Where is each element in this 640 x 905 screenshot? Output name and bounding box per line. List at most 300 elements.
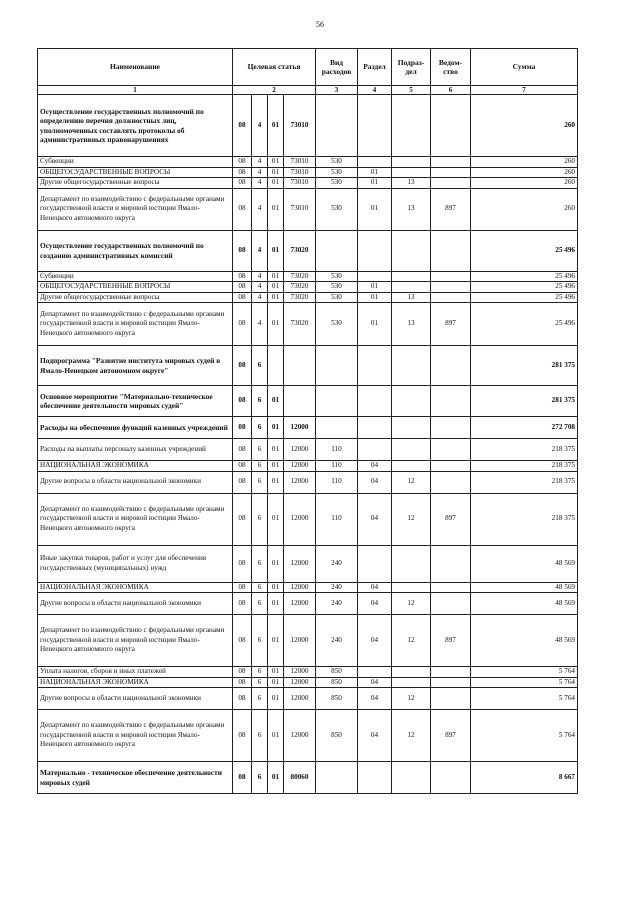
cell-subsection: 12 xyxy=(392,593,431,615)
cell-section: 01 xyxy=(358,282,392,293)
cell-activity: 01 xyxy=(268,282,284,293)
cell-activity: 01 xyxy=(268,439,284,461)
cell-subprogram: 6 xyxy=(252,615,268,667)
cell-subsection xyxy=(392,677,431,688)
cell-amount: 25 496 xyxy=(471,282,578,293)
cell-expense-type: 530 xyxy=(316,188,358,230)
cell-program: 08 xyxy=(233,303,252,346)
cell-activity: 01 xyxy=(268,271,284,282)
cell-direction: 73020 xyxy=(284,230,316,271)
cell-subprogram: 6 xyxy=(252,346,268,386)
cell-activity: 01 xyxy=(268,710,284,762)
cell-section: 04 xyxy=(358,677,392,688)
cell-subsection xyxy=(392,461,431,472)
cell-name: Субвенции xyxy=(38,271,233,282)
cell-expense-type: 850 xyxy=(316,677,358,688)
cell-expense-type: 530 xyxy=(316,167,358,178)
cell-name: Департамент по взаимодействию с федеральными органами государственной власти и мировой юстиции Ямало-Ненецкого автономного округа xyxy=(38,615,233,667)
cell-section: 04 xyxy=(358,471,392,493)
table-row xyxy=(38,677,578,688)
cell-section xyxy=(358,439,392,461)
cell-expense-type xyxy=(316,346,358,386)
cell-subsection xyxy=(392,167,431,178)
cell-expense-type: 850 xyxy=(316,710,358,762)
cell-name: Субвенции xyxy=(38,157,233,168)
cell-direction: 73020 xyxy=(284,271,316,282)
column-index: 2 xyxy=(233,86,316,95)
cell-direction: 73010 xyxy=(284,178,316,189)
cell-direction: 12000 xyxy=(284,493,316,545)
cell-department xyxy=(431,582,471,593)
cell-amount: 260 xyxy=(471,167,578,178)
cell-department xyxy=(431,386,471,417)
table-row xyxy=(38,710,578,762)
cell-expense-type: 530 xyxy=(316,282,358,293)
cell-program: 08 xyxy=(233,178,252,189)
cell-expense-type: 530 xyxy=(316,292,358,303)
cell-direction: 12000 xyxy=(284,593,316,615)
cell-subsection: 12 xyxy=(392,493,431,545)
cell-amount: 272 708 xyxy=(471,417,578,439)
cell-section: 01 xyxy=(358,292,392,303)
cell-direction xyxy=(284,346,316,386)
cell-program: 08 xyxy=(233,271,252,282)
cell-activity: 01 xyxy=(268,303,284,346)
cell-expense-type xyxy=(316,417,358,439)
cell-program: 08 xyxy=(233,545,252,582)
cell-subsection xyxy=(392,386,431,417)
cell-subsection xyxy=(392,282,431,293)
table-row xyxy=(38,157,578,168)
cell-subsection xyxy=(392,271,431,282)
cell-name: ОБЩЕГОСУДАРСТВЕННЫЕ ВОПРОСЫ xyxy=(38,167,233,178)
cell-subprogram: 4 xyxy=(252,178,268,189)
cell-activity: 01 xyxy=(268,386,284,417)
cell-subsection: 12 xyxy=(392,471,431,493)
cell-section xyxy=(358,157,392,168)
cell-program: 08 xyxy=(233,582,252,593)
cell-program: 08 xyxy=(233,95,252,157)
cell-subprogram: 6 xyxy=(252,386,268,417)
cell-activity: 01 xyxy=(268,493,284,545)
cell-subprogram: 4 xyxy=(252,230,268,271)
table-row xyxy=(38,303,578,346)
cell-section: 04 xyxy=(358,582,392,593)
header-target: Целевая статья xyxy=(233,49,316,86)
cell-subprogram: 6 xyxy=(252,582,268,593)
cell-direction: 73010 xyxy=(284,157,316,168)
cell-department xyxy=(431,688,471,710)
cell-subsection xyxy=(392,95,431,157)
cell-department: 897 xyxy=(431,710,471,762)
cell-subprogram: 6 xyxy=(252,417,268,439)
cell-name: Основное мероприятие "Материально-техническое обеспечение деятельности мировых судей" xyxy=(38,386,233,417)
cell-name: Расходы на выплаты персоналу казенных учреждений xyxy=(38,439,233,461)
cell-section xyxy=(358,271,392,282)
cell-name: Департамент по взаимодействию с федеральными органами государственной власти и мировой юстиции Ямало-Ненецкого автономного округа xyxy=(38,493,233,545)
cell-subprogram: 4 xyxy=(252,95,268,157)
cell-subprogram: 6 xyxy=(252,667,268,678)
cell-direction: 12000 xyxy=(284,417,316,439)
cell-section xyxy=(358,762,392,794)
cell-name: НАЦИОНАЛЬНАЯ ЭКОНОМИКА xyxy=(38,677,233,688)
cell-department: 897 xyxy=(431,615,471,667)
cell-expense-type: 110 xyxy=(316,461,358,472)
cell-subsection: 12 xyxy=(392,615,431,667)
cell-section: 01 xyxy=(358,167,392,178)
cell-activity: 01 xyxy=(268,461,284,472)
cell-activity: 01 xyxy=(268,615,284,667)
cell-department xyxy=(431,762,471,794)
cell-subsection xyxy=(392,667,431,678)
cell-subprogram: 6 xyxy=(252,710,268,762)
cell-section: 04 xyxy=(358,461,392,472)
cell-activity: 01 xyxy=(268,545,284,582)
cell-program: 08 xyxy=(233,439,252,461)
cell-amount: 25 496 xyxy=(471,271,578,282)
cell-direction: 12000 xyxy=(284,545,316,582)
cell-name: Уплата налогов, сборов и иных платежей xyxy=(38,667,233,678)
table-row xyxy=(38,762,578,794)
header-amount: Сумма xyxy=(471,49,578,86)
table-row xyxy=(38,95,578,157)
cell-subsection xyxy=(392,762,431,794)
cell-program: 08 xyxy=(233,615,252,667)
cell-amount: 48 569 xyxy=(471,615,578,667)
column-index-row xyxy=(38,86,578,95)
table-body xyxy=(38,95,578,794)
cell-expense-type: 850 xyxy=(316,688,358,710)
cell-name: Департамент по взаимодействию с федеральными органами государственной власти и мировой юстиции Ямало-Ненецкого автономного округа xyxy=(38,303,233,346)
cell-program: 08 xyxy=(233,677,252,688)
cell-subsection xyxy=(392,545,431,582)
cell-section xyxy=(358,545,392,582)
header-department: Ведом-ство xyxy=(431,49,471,86)
cell-section xyxy=(358,386,392,417)
cell-expense-type xyxy=(316,95,358,157)
cell-direction: 12000 xyxy=(284,439,316,461)
cell-subprogram: 4 xyxy=(252,282,268,293)
cell-program: 08 xyxy=(233,167,252,178)
cell-direction: 12000 xyxy=(284,667,316,678)
table-row xyxy=(38,471,578,493)
cell-name: НАЦИОНАЛЬНАЯ ЭКОНОМИКА xyxy=(38,582,233,593)
cell-amount: 25 496 xyxy=(471,292,578,303)
cell-section: 04 xyxy=(358,688,392,710)
cell-name: ОБЩЕГОСУДАРСТВЕННЫЕ ВОПРОСЫ xyxy=(38,282,233,293)
table-row xyxy=(38,439,578,461)
cell-department: 897 xyxy=(431,303,471,346)
cell-section xyxy=(358,230,392,271)
cell-activity: 01 xyxy=(268,417,284,439)
table-row xyxy=(38,688,578,710)
cell-direction: 12000 xyxy=(284,688,316,710)
cell-activity: 01 xyxy=(268,471,284,493)
cell-amount: 5 764 xyxy=(471,677,578,688)
cell-department xyxy=(431,167,471,178)
cell-name: НАЦИОНАЛЬНАЯ ЭКОНОМИКА xyxy=(38,461,233,472)
cell-activity: 01 xyxy=(268,95,284,157)
cell-program: 08 xyxy=(233,471,252,493)
cell-program: 08 xyxy=(233,762,252,794)
cell-name: Другие вопросы в области национальной экономики xyxy=(38,593,233,615)
table-row xyxy=(38,271,578,282)
header-section: Раздел xyxy=(358,49,392,86)
cell-subsection: 13 xyxy=(392,292,431,303)
table-row xyxy=(38,386,578,417)
header-name: Наименование xyxy=(38,49,233,86)
cell-name: Подпрограмма "Развитие института мировых судей в Ямало-Ненецком автономном округе" xyxy=(38,346,233,386)
cell-department xyxy=(431,292,471,303)
cell-program: 08 xyxy=(233,593,252,615)
cell-expense-type: 850 xyxy=(316,667,358,678)
cell-program: 08 xyxy=(233,282,252,293)
cell-direction: 73020 xyxy=(284,282,316,293)
cell-program: 08 xyxy=(233,346,252,386)
cell-program: 08 xyxy=(233,493,252,545)
cell-amount: 218 375 xyxy=(471,461,578,472)
cell-subprogram: 4 xyxy=(252,167,268,178)
cell-section: 01 xyxy=(358,188,392,230)
cell-section: 04 xyxy=(358,593,392,615)
column-index: 3 xyxy=(316,86,358,95)
cell-direction: 12000 xyxy=(284,615,316,667)
cell-subprogram: 6 xyxy=(252,493,268,545)
cell-activity: 01 xyxy=(268,593,284,615)
cell-subsection xyxy=(392,230,431,271)
header-row xyxy=(38,49,578,86)
cell-amount: 48 569 xyxy=(471,593,578,615)
cell-department: 897 xyxy=(431,493,471,545)
table-row xyxy=(38,615,578,667)
cell-subsection xyxy=(392,417,431,439)
cell-name: Департамент по взаимодействию с федеральными органами государственной власти и мировой юстиции Ямало-Ненецкого автономного округа xyxy=(38,188,233,230)
cell-subsection: 12 xyxy=(392,688,431,710)
cell-expense-type: 110 xyxy=(316,439,358,461)
cell-direction: 12000 xyxy=(284,582,316,593)
cell-amount: 25 496 xyxy=(471,230,578,271)
cell-amount: 48 569 xyxy=(471,545,578,582)
cell-expense-type: 110 xyxy=(316,493,358,545)
cell-direction: 73010 xyxy=(284,188,316,230)
cell-department xyxy=(431,178,471,189)
cell-section: 01 xyxy=(358,178,392,189)
cell-amount: 281 375 xyxy=(471,386,578,417)
cell-activity xyxy=(268,346,284,386)
cell-department: 897 xyxy=(431,188,471,230)
cell-program: 08 xyxy=(233,386,252,417)
column-index: 4 xyxy=(358,86,392,95)
table-row xyxy=(38,417,578,439)
cell-subprogram: 6 xyxy=(252,762,268,794)
cell-name: Другие вопросы в области национальной экономики xyxy=(38,688,233,710)
header-subsection: Подраз-дел xyxy=(392,49,431,86)
cell-subprogram: 6 xyxy=(252,688,268,710)
cell-amount: 260 xyxy=(471,178,578,189)
cell-subprogram: 4 xyxy=(252,303,268,346)
cell-amount: 260 xyxy=(471,188,578,230)
cell-name: Другие вопросы в области национальной экономики xyxy=(38,471,233,493)
header-expense-type: Вид расходов xyxy=(316,49,358,86)
cell-direction: 80060 xyxy=(284,762,316,794)
cell-amount: 25 496 xyxy=(471,303,578,346)
table-row xyxy=(38,545,578,582)
cell-direction: 73010 xyxy=(284,167,316,178)
table-row xyxy=(38,188,578,230)
cell-activity: 01 xyxy=(268,178,284,189)
cell-expense-type: 530 xyxy=(316,303,358,346)
column-index: 7 xyxy=(471,86,578,95)
cell-section: 04 xyxy=(358,710,392,762)
cell-section xyxy=(358,667,392,678)
cell-subsection xyxy=(392,346,431,386)
cell-department xyxy=(431,545,471,582)
cell-activity: 01 xyxy=(268,230,284,271)
table-row xyxy=(38,582,578,593)
table-row xyxy=(38,282,578,293)
cell-amount: 5 764 xyxy=(471,688,578,710)
cell-department xyxy=(431,230,471,271)
cell-program: 08 xyxy=(233,292,252,303)
cell-amount: 260 xyxy=(471,157,578,168)
cell-direction: 12000 xyxy=(284,461,316,472)
table-row xyxy=(38,667,578,678)
cell-subprogram: 6 xyxy=(252,593,268,615)
cell-name: Материально - техническое обеспечение деятельности мировых судей xyxy=(38,762,233,794)
cell-section xyxy=(358,346,392,386)
table-row xyxy=(38,346,578,386)
cell-name: Департамент по взаимодействию с федеральными органами государственной власти и мировой юстиции Ямало-Ненецкого автономного округа xyxy=(38,710,233,762)
cell-expense-type: 240 xyxy=(316,582,358,593)
page-number: 56 xyxy=(316,20,324,29)
cell-activity: 01 xyxy=(268,667,284,678)
cell-program: 08 xyxy=(233,710,252,762)
column-index: 1 xyxy=(38,86,233,95)
cell-subprogram: 4 xyxy=(252,292,268,303)
cell-activity: 01 xyxy=(268,762,284,794)
cell-activity: 01 xyxy=(268,188,284,230)
cell-direction: 12000 xyxy=(284,677,316,688)
cell-subsection: 13 xyxy=(392,303,431,346)
cell-department xyxy=(431,346,471,386)
cell-section: 04 xyxy=(358,493,392,545)
cell-section xyxy=(358,417,392,439)
cell-department xyxy=(431,282,471,293)
cell-subsection: 13 xyxy=(392,178,431,189)
cell-subprogram: 6 xyxy=(252,461,268,472)
cell-section: 04 xyxy=(358,615,392,667)
cell-direction: 12000 xyxy=(284,471,316,493)
cell-expense-type: 240 xyxy=(316,545,358,582)
table-row xyxy=(38,230,578,271)
cell-program: 08 xyxy=(233,417,252,439)
cell-subsection: 13 xyxy=(392,188,431,230)
cell-amount: 218 375 xyxy=(471,493,578,545)
cell-amount: 5 764 xyxy=(471,667,578,678)
cell-expense-type xyxy=(316,386,358,417)
table-row xyxy=(38,178,578,189)
table-row xyxy=(38,292,578,303)
cell-amount: 218 375 xyxy=(471,471,578,493)
cell-direction xyxy=(284,386,316,417)
cell-department xyxy=(431,157,471,168)
cell-name: Осуществление государственных полномочий по определению перечня должностных лиц, уполномоченных составлять протоколы об административных правонарушениях xyxy=(38,95,233,157)
cell-amount: 281 375 xyxy=(471,346,578,386)
cell-subprogram: 6 xyxy=(252,677,268,688)
cell-name: Другие общегосударственные вопросы xyxy=(38,178,233,189)
cell-expense-type: 240 xyxy=(316,593,358,615)
cell-subsection xyxy=(392,439,431,461)
cell-subsection xyxy=(392,157,431,168)
cell-expense-type xyxy=(316,230,358,271)
cell-department xyxy=(431,677,471,688)
column-index: 5 xyxy=(392,86,431,95)
table-row xyxy=(38,461,578,472)
cell-amount: 48 569 xyxy=(471,582,578,593)
cell-name: Расходы на обеспечение функций казенных учреждений xyxy=(38,417,233,439)
cell-expense-type: 530 xyxy=(316,271,358,282)
cell-section xyxy=(358,95,392,157)
cell-direction: 73020 xyxy=(284,303,316,346)
cell-subsection xyxy=(392,582,431,593)
cell-activity: 01 xyxy=(268,582,284,593)
cell-section: 01 xyxy=(358,303,392,346)
cell-direction: 73020 xyxy=(284,292,316,303)
cell-department xyxy=(431,471,471,493)
cell-activity: 01 xyxy=(268,688,284,710)
cell-name: Иные закупки товаров, работ и услуг для обеспечения государственных (муниципальных) нужд xyxy=(38,545,233,582)
cell-program: 08 xyxy=(233,667,252,678)
cell-program: 08 xyxy=(233,188,252,230)
cell-activity: 01 xyxy=(268,677,284,688)
cell-program: 08 xyxy=(233,688,252,710)
cell-program: 08 xyxy=(233,157,252,168)
cell-expense-type: 530 xyxy=(316,157,358,168)
cell-expense-type: 530 xyxy=(316,178,358,189)
cell-department xyxy=(431,461,471,472)
cell-activity: 01 xyxy=(268,157,284,168)
cell-name: Другие общегосударственные вопросы xyxy=(38,292,233,303)
cell-direction: 73010 xyxy=(284,95,316,157)
cell-department xyxy=(431,271,471,282)
cell-amount: 8 667 xyxy=(471,762,578,794)
cell-name: Осуществление государственных полномочий по созданию административных комиссий xyxy=(38,230,233,271)
cell-subprogram: 4 xyxy=(252,157,268,168)
column-index: 6 xyxy=(431,86,471,95)
table-row xyxy=(38,167,578,178)
cell-department xyxy=(431,439,471,461)
cell-activity: 01 xyxy=(268,167,284,178)
cell-subprogram: 6 xyxy=(252,545,268,582)
cell-subsection: 12 xyxy=(392,710,431,762)
cell-subprogram: 6 xyxy=(252,471,268,493)
cell-amount: 260 xyxy=(471,95,578,157)
cell-department xyxy=(431,417,471,439)
cell-subprogram: 4 xyxy=(252,188,268,230)
cell-expense-type xyxy=(316,762,358,794)
cell-department xyxy=(431,667,471,678)
cell-amount: 218 375 xyxy=(471,439,578,461)
cell-direction: 12000 xyxy=(284,710,316,762)
cell-subprogram: 6 xyxy=(252,439,268,461)
table-row xyxy=(38,493,578,545)
budget-table xyxy=(37,48,578,794)
cell-department xyxy=(431,593,471,615)
cell-expense-type: 240 xyxy=(316,615,358,667)
cell-expense-type: 110 xyxy=(316,471,358,493)
cell-program: 08 xyxy=(233,461,252,472)
cell-amount: 5 764 xyxy=(471,710,578,762)
